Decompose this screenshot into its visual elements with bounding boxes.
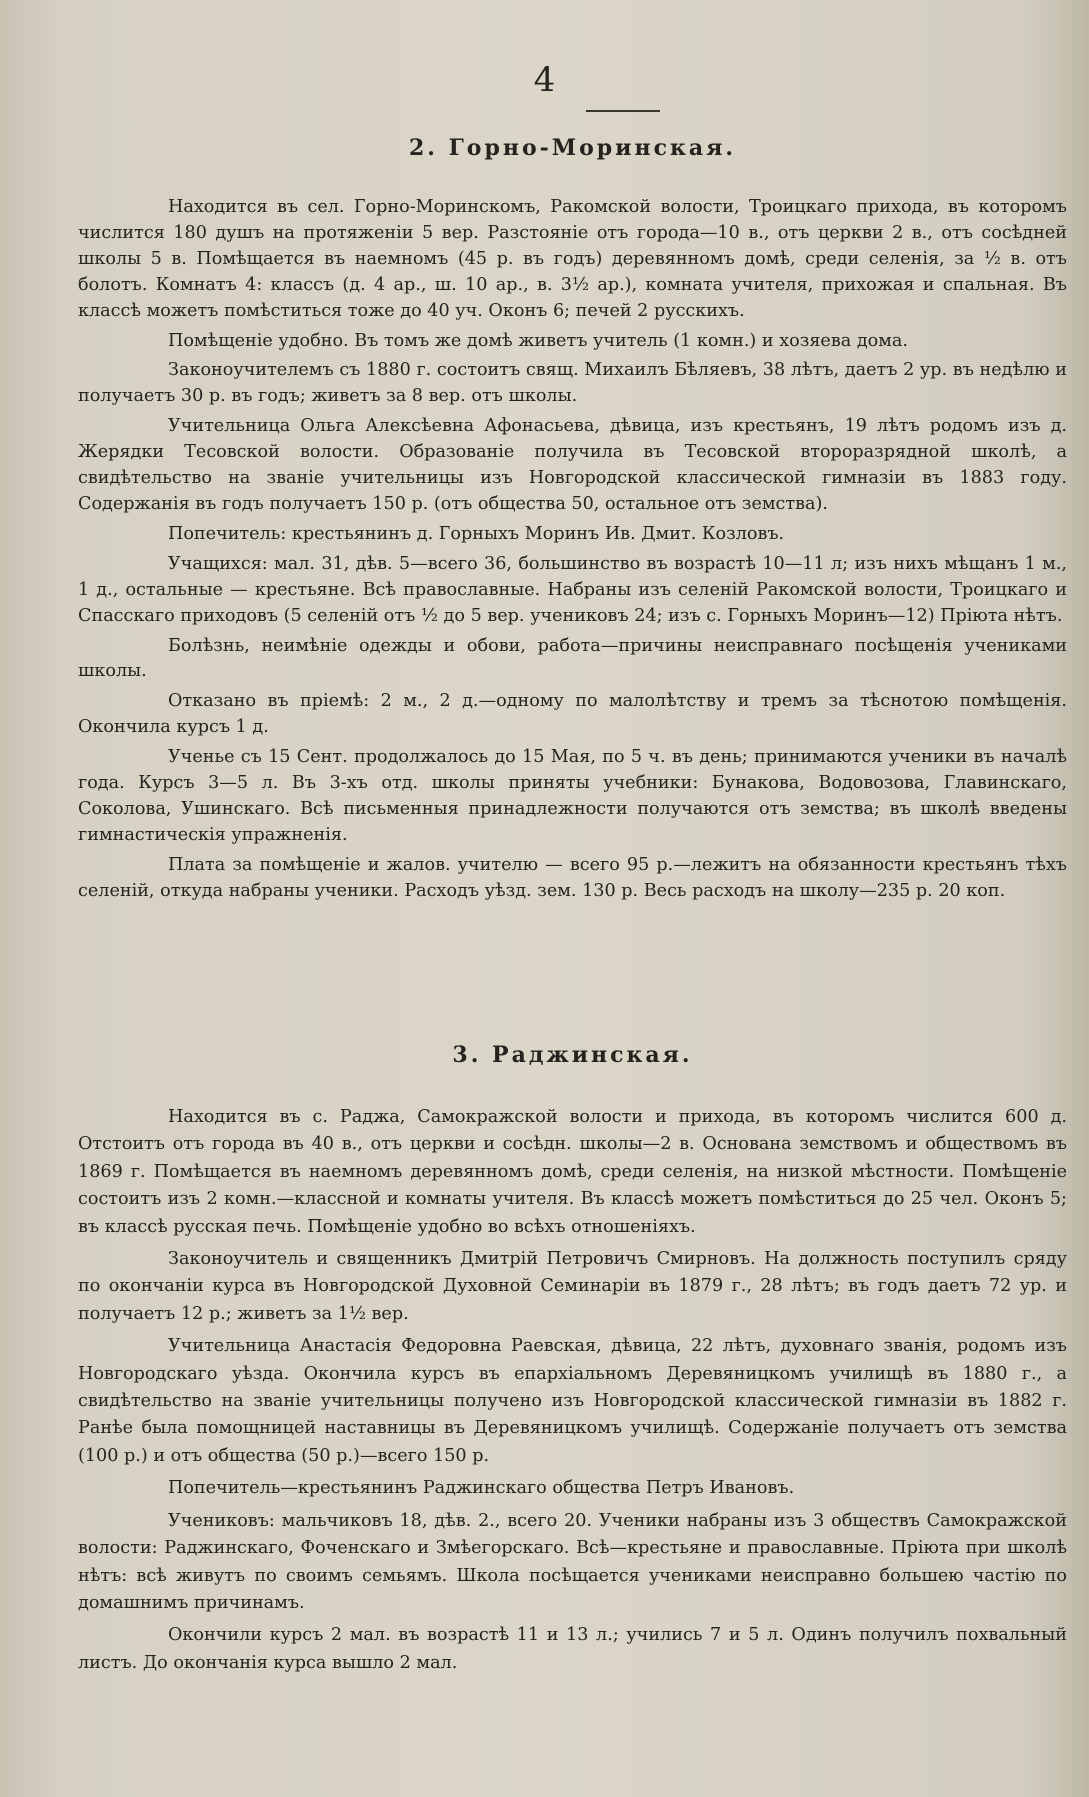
paragraph: Болѣзнь, неимѣніе одежды и обови, работа—причины неисправнаго посѣщенія учениками школы. — [78, 635, 1067, 682]
paragraph: Находится въ с. Раджа, Самокражской волости и прихода, въ которомъ числится 600 д. Отстоитъ отъ города въ 40 в., отъ церкви и сосѣдн. школы—2 в. Основана земствомъ и обществомъ въ 1869 г. Помѣщается въ наемномъ деревянномъ домѣ, среди селенія, на низкой мѣстности. Помѣщеніе состоитъ изъ 2 комн.—классной и комнаты учителя. Въ классѣ можетъ помѣститься до 25 чел. Оконъ 5; въ классѣ русская печь. Помѣщеніе удобно во всѣхъ отношеніяхъ. — [78, 1107, 1067, 1237]
paragraph: Помѣщеніе удобно. Въ томъ же домѣ живетъ учитель (1 комн.) и хозяева дома. — [168, 330, 909, 351]
paragraph: Ученье съ 15 Сент. продолжалось до 15 Мая, по 5 ч. въ день; принимаются ученики въ началѣ года. Курсъ 3—5 л. Въ 3-хъ отд. школы приняты учебники: Бунакова, Водовозова, Главинскаго, Соколова, Ушинскаго. Всѣ письменныя принадлежности получаются отъ земства; въ школѣ введены гимнастическія упражненія. — [78, 747, 1067, 845]
paragraph: Учительница Ольга Алексѣевна Афонасьева, дѣвица, изъ крестьянъ, 19 лѣтъ родомъ изъ д. Жерядки Тесовской волости. Образованіе получила въ Тесовской второразрядной школѣ, а свидѣтельство на званіе учительницы изъ Новгородской классической гимназіи въ 1883 году. Содержанія въ годъ получаетъ 150 р. (отъ общества 50, остальное отъ земства). — [78, 416, 1067, 514]
paragraph: Плата за помѣщеніе и жалов. учителю — всего 95 р.—лежитъ на обязанности крестьянъ тѣхъ селеній, откуда набраны ученики. Расходъ уѣзд. зем. 130 р. Весь расходъ на школу—235 р. 20 коп. — [78, 854, 1067, 901]
paragraph: Законоучителемъ съ 1880 г. состоитъ свящ. Михаилъ Бѣляевъ, 38 лѣтъ, даетъ 2 ур. въ недѣлю и получаетъ 30 р. въ годъ; живетъ за 8 вер. отъ школы. — [78, 360, 1067, 407]
paragraph: Учащихся: мал. 31, дѣв. 5—всего 36, большинство въ возрастѣ 10—11 л; изъ нихъ мѣщанъ 1 м., 1 д., остальные — крестьяне. Всѣ православные. Набраны изъ селеній Ракомской волости, Троицкаго и Спасскаго приходовъ (5 селеній отъ ½ до 5 вер. учениковъ 24; изъ с. Горныхъ Моринъ—12) Пріюта нѣтъ. — [78, 553, 1067, 626]
page-number: 4 — [533, 60, 556, 100]
section-title: 3. Раджинская. — [452, 1042, 693, 1068]
section-title: 2. Горно-Моринская. — [408, 135, 737, 161]
paragraph: Отказано въ пріемѣ: 2 м., 2 д.—одному по малолѣтству и тремъ за тѣснотою помѣщенія. Окончила курсъ 1 д. — [78, 691, 1067, 738]
section-gorno-morinskaya — [78, 133, 1067, 905]
section-radzhinskaya — [78, 1040, 1067, 1677]
paragraph: Учениковъ: мальчиковъ 18, дѣв. 2., всего 20. Ученики набраны изъ 3 обществъ Самокражской волости: Раджинскаго, Фоченскаго и Змѣегорскаго. Всѣ—крестьяне и православные. Пріюта при школѣ нѣтъ: всѣ живутъ по своимъ семьямъ. Школа посѣщается учениками неисправно большею частію по домашнимъ причинамъ. — [78, 1510, 1067, 1613]
paragraph: Окончили курсъ 2 мал. въ возрастѣ 11 и 13 л.; учились 7 и 5 л. Одинъ получилъ похвальный листъ. До окончанія курса вышло 2 мал. — [78, 1625, 1067, 1673]
header-rule — [586, 110, 660, 112]
paragraph: Законоучитель и священникъ Дмитрій Петровичъ Смирновъ. На должность поступилъ сряду по окончаніи курса въ Новгородской Духовной Семинаріи въ 1879 г., 28 лѣтъ; въ годъ даетъ 72 ур. и получаетъ 12 р.; живетъ за 1½ вер. — [78, 1249, 1067, 1324]
paragraph: Попечитель—крестьянинъ Раджинскаго общества Петръ Ивановъ. — [168, 1478, 795, 1499]
paragraph: Учительница Анастасія Федоровна Раевская, дѣвица, 22 лѣтъ, духовнаго званія, родомъ изъ Новгородскаго уѣзда. Окончила курсъ въ епархіальномъ Деревяницкомъ училищѣ въ 1880 г., а свидѣтельство на званіе учительницы получено изъ Новгородской классической гимназіи въ 1882 г. Ранѣе была помощницей наставницы въ Деревяницкомъ училищѣ. Содержаніе получаетъ отъ земства (100 р.) и отъ общества (50 р.)—всего 150 р. — [78, 1336, 1067, 1466]
paragraph: Находится въ сел. Горно-Моринскомъ, Ракомской волости, Троицкаго прихода, въ которомъ числится 180 душъ на протяженіи 5 вер. Разстояніе отъ города—10 в., отъ церкви 2 в., отъ сосѣдней школы 5 в. Помѣщается въ наемномъ (45 р. въ годъ) деревянномъ домѣ, среди селенія, за ½ в. отъ болотъ. Комнатъ 4: классъ (д. 4 ар., ш. 10 ар., в. 3½ ар.), комната учителя, прихожая и спальная. Въ классѣ можетъ помѣститься тоже до 40 уч. Оконъ 6; печей 2 русскихъ. — [78, 197, 1067, 321]
paragraph: Попечитель: крестьянинъ д. Горныхъ Моринъ Ив. Дмит. Козловъ. — [168, 523, 785, 544]
